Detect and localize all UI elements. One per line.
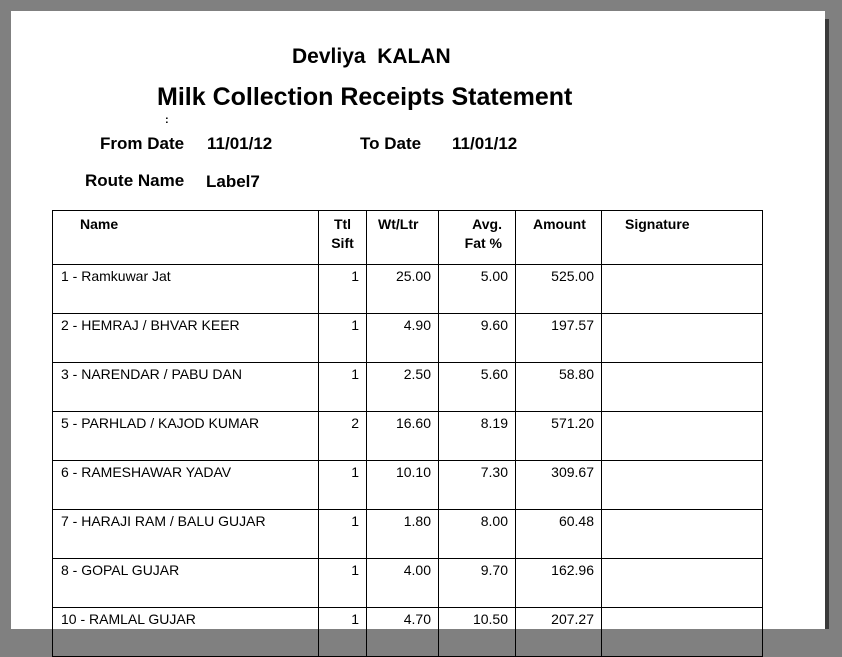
cell-sift: 1 [319, 510, 367, 559]
table-row [53, 265, 763, 314]
cell-wt: 16.60 [367, 412, 439, 461]
column-header-amount: Amount [516, 211, 602, 265]
column-header-fat-percent: Fat % [464, 235, 502, 251]
cell-sift: 1 [319, 559, 367, 608]
table-row [53, 363, 763, 412]
cell-wt: 4.70 [367, 608, 439, 657]
column-header-wt-ltr: Wt/Ltr [367, 211, 439, 265]
cell-signature [602, 461, 763, 510]
cell-sift: 1 [319, 608, 367, 657]
cell-fat: 7.30 [439, 461, 516, 510]
cell-amount: 197.57 [516, 314, 602, 363]
cell-name: 7 - HARAJI RAM / BALU GUJAR [53, 510, 319, 559]
cell-name: 8 - GOPAL GUJAR [53, 559, 319, 608]
cell-signature [602, 559, 763, 608]
to-date-value: 11/01/12 [452, 134, 518, 153]
cell-wt: 10.10 [367, 461, 439, 510]
report-page [11, 11, 825, 629]
cell-fat: 5.60 [439, 363, 516, 412]
cell-signature [602, 412, 763, 461]
cell-fat: 9.70 [439, 559, 516, 608]
cell-signature [602, 608, 763, 657]
column-header-name: Name [53, 211, 319, 265]
column-header-avg: Avg. [472, 216, 502, 232]
cell-sift: 1 [319, 314, 367, 363]
cell-sift: 2 [319, 412, 367, 461]
cell-name: 6 - RAMESHAWAR YADAV [53, 461, 319, 510]
cell-name: 1 - Ramkuwar Jat [53, 265, 319, 314]
cell-sift: 1 [319, 363, 367, 412]
cell-fat: 8.19 [439, 412, 516, 461]
column-header-signature: Signature [602, 211, 763, 265]
column-header-ttl-sift [319, 211, 367, 265]
table-header-row [53, 211, 763, 265]
cell-signature [602, 363, 763, 412]
separator-colon: : [165, 114, 169, 126]
cell-name: 5 - PARHLAD / KAJOD KUMAR [53, 412, 319, 461]
cell-amount: 162.96 [516, 559, 602, 608]
cell-wt: 4.00 [367, 559, 439, 608]
page-shadow [825, 19, 829, 629]
cell-fat: 5.00 [439, 265, 516, 314]
cell-wt: 4.90 [367, 314, 439, 363]
from-date-value: 11/01/12 [207, 134, 273, 153]
cell-wt: 1.80 [367, 510, 439, 559]
table-row [53, 461, 763, 510]
table-row [53, 314, 763, 363]
cell-amount: 207.27 [516, 608, 602, 657]
receipts-table [52, 210, 763, 657]
column-header-avg-fat [439, 211, 516, 265]
cell-sift: 1 [319, 461, 367, 510]
cell-amount: 58.80 [516, 363, 602, 412]
cell-fat: 10.50 [439, 608, 516, 657]
to-date-label: To Date [360, 134, 422, 153]
table-row [53, 608, 763, 657]
cell-name: 2 - HEMRAJ / BHVAR KEER [53, 314, 319, 363]
cell-wt: 25.00 [367, 265, 439, 314]
cell-signature [602, 510, 763, 559]
cell-signature [602, 314, 763, 363]
org-name-text: Devliya KALAN [292, 45, 451, 68]
report-title: Milk Collection Receipts Statement [157, 83, 573, 111]
column-header-sift: Sift [331, 235, 354, 251]
cell-amount: 309.67 [516, 461, 602, 510]
route-name-label: Route Name [85, 171, 185, 190]
table-row [53, 412, 763, 461]
cell-name: 3 - NARENDAR / PABU DAN [53, 363, 319, 412]
cell-wt: 2.50 [367, 363, 439, 412]
cell-sift: 1 [319, 265, 367, 314]
route-name-value: Label7 [206, 172, 260, 191]
cell-amount: 571.20 [516, 412, 602, 461]
cell-amount: 525.00 [516, 265, 602, 314]
from-date-label: From Date [100, 134, 185, 153]
cell-name: 10 - RAMLAL GUJAR [53, 608, 319, 657]
table-row [53, 559, 763, 608]
cell-amount: 60.48 [516, 510, 602, 559]
table-row [53, 510, 763, 559]
cell-fat: 9.60 [439, 314, 516, 363]
cell-fat: 8.00 [439, 510, 516, 559]
column-header-ttl: Ttl [333, 216, 352, 232]
cell-signature [602, 265, 763, 314]
